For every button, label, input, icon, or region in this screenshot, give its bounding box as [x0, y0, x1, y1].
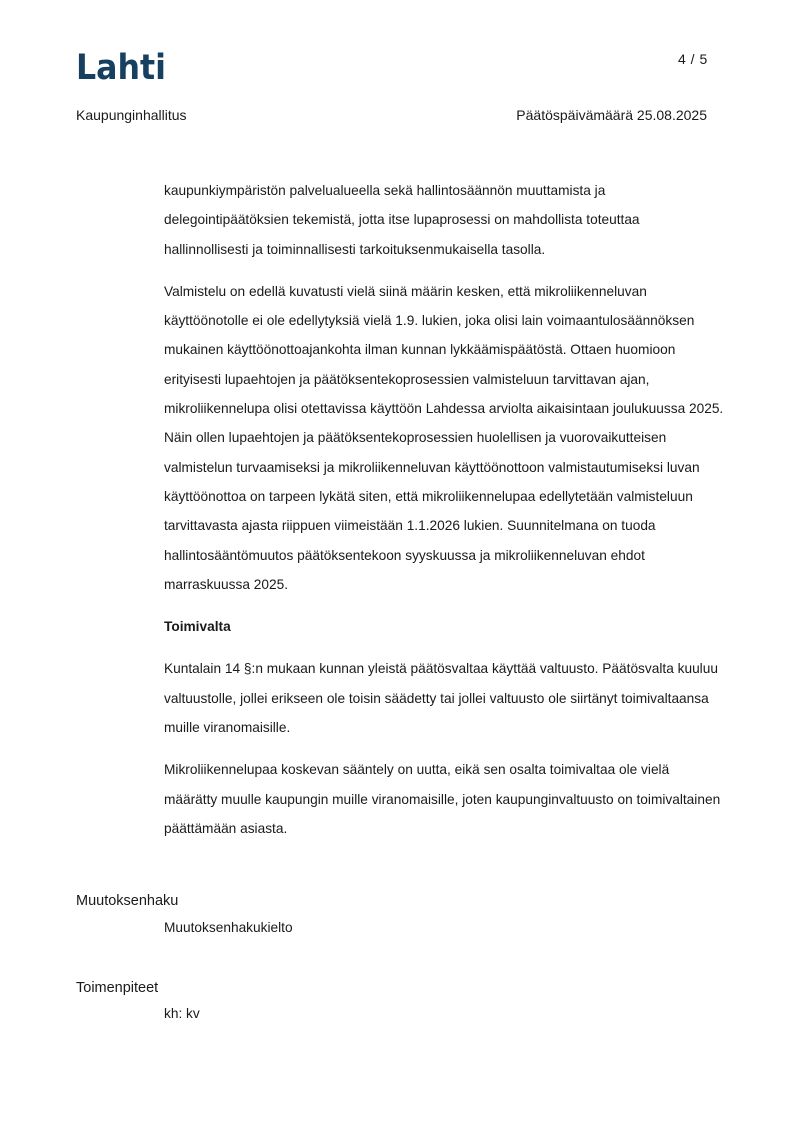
- toimenpiteet-heading: Toimenpiteet: [76, 980, 159, 996]
- body-paragraph: kaupunkiympäristön palvelualueella sekä hallintosäännön muuttamista ja delegointipäätöksien tekemistä, jotta itse lupaprosessi on mahdollista toteuttaa hallinnollisesti ja toiminnallisesti tarkoituksenmukaisella tasolla.: [164, 183, 640, 257]
- page-number: 4 / 5: [678, 51, 708, 67]
- logo-text: Lahti: [76, 48, 166, 82]
- document-body: [164, 176, 724, 856]
- muutoksenhaku-value: Muutoksenhakukielto: [164, 920, 293, 935]
- muutoksenhaku-heading: Muutoksenhaku: [76, 893, 179, 909]
- lahti-logo: [76, 46, 168, 82]
- body-paragraph: Kuntalain 14 §:n mukaan kunnan yleistä päätösvaltaa käyttää valtuusto. Päätösvalta kuuluu valtuustolle, jollei erikseen ole toisin säädetty tai jollei valtuusto ole siirtänyt toimivaltaansa muille viranomaisille.: [164, 661, 718, 736]
- toimenpiteet-value: kh: kv: [164, 1006, 200, 1021]
- decision-date: Päätöspäivämäärä 25.08.2025: [516, 107, 707, 123]
- toimivalta-heading: Toimivalta: [164, 619, 231, 635]
- body-paragraph: Mikroliikennelupaa koskevan sääntely on uutta, eikä sen osalta toimivaltaa ole vielä määrätty muulle kaupungin muille viranomaisille, joten kaupunginvaltuusto on toimivaltainen päättämään asiasta.: [164, 762, 721, 836]
- body-paragraph: Valmistelu on edellä kuvatusti vielä siinä määrin kesken, että mikroliikenneluvan käyttöönotolle ei ole edellytyksiä vielä 1.9. lukien, joka olisi lain voimaantulosäännöksen mukainen käyttöönottoajankohta ilman kunnan lykkäämispäätöstä. Ottaen huomioon erityisesti lupaehtojen ja päätöksentekoprosessien valmisteluun tarvittavan ajan, mikroliikennelupa olisi otettavissa käyttöön Lahdessa arviolta aikaisintaan joulukuussa 2025. Näin ollen lupaehtojen ja päätöksentekoprosessien huolellisen ja vuorovaikutteisen valmistelun turvaamiseksi ja mikroliikenneluvan käyttöönottoon valmistautumiseksi luvan käyttöönottoa on tarpeen lykätä siten, että mikroliikennelupaa edellytetään valmisteluun tarvittavasta ajasta riippuen viimeistään 1.1.2026 lukien. Suunnitelmana on tuoda hallintosääntömuutos päätöksentekoon syyskuussa ja mikroliikenneluvan ehdot marraskuussa 2025.: [164, 283, 724, 592]
- organization-name: Kaupunginhallitus: [76, 107, 187, 123]
